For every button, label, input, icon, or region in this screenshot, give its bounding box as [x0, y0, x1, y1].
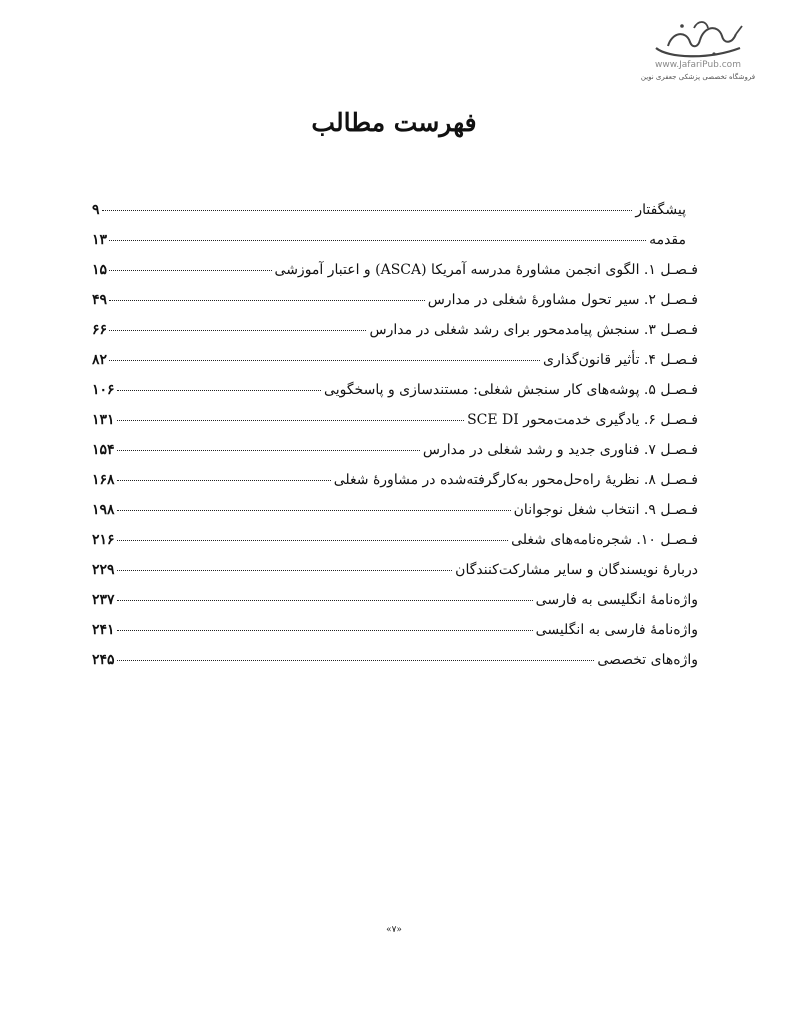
toc-dot-leader — [117, 660, 595, 661]
toc-entry-title: دربارهٔ نویسندگان و سایر مشارکت‌کنندگان — [455, 562, 698, 578]
toc-dot-leader — [117, 600, 533, 601]
toc-row[interactable] — [92, 352, 698, 382]
toc-entry-title: فـصـل ۹. انتخاب شغل نوجوانان — [513, 502, 698, 518]
toc-entry-page: ۲۳۷ — [92, 592, 115, 608]
logo-tagline: فروشگاه تخصصی پزشکی جعفری نوین — [640, 73, 756, 81]
toc-row[interactable] — [92, 592, 698, 622]
toc-entry-page: ۸۲ — [92, 352, 108, 368]
toc-dot-leader — [109, 360, 540, 361]
toc-dot-leader — [109, 240, 646, 241]
toc-entry-page: ۱۵ — [92, 262, 108, 278]
page-number: «۷» — [386, 925, 402, 935]
toc-row[interactable] — [92, 382, 698, 412]
toc-row[interactable] — [92, 472, 698, 502]
toc-entry-title: فـصـل ۱. الگوی انجمن مشاورهٔ مدرسه آمریکا (ASCA) و اعتبار آموزشی — [274, 262, 698, 278]
toc-entry-page: ۲۴۱ — [92, 622, 115, 638]
toc-entry-page: ۲۱۶ — [92, 532, 115, 548]
jafari-pub-calligraphy-icon — [648, 18, 748, 62]
toc-row[interactable] — [92, 202, 698, 232]
toc-row[interactable] — [92, 532, 698, 562]
toc-row[interactable] — [92, 322, 698, 352]
toc-entry-title: فـصـل ۷. فناوری جدید و رشد شغلی در مدارس — [422, 442, 698, 458]
toc-dot-leader — [117, 420, 465, 421]
toc-row[interactable] — [92, 292, 698, 322]
toc-entry-page: ۱۰۶ — [92, 382, 115, 398]
toc-dot-leader — [109, 270, 271, 271]
toc-entry-title: فـصـل ۲. سیر تحول مشاورهٔ شغلی در مدارس — [427, 292, 698, 308]
toc-dot-leader — [117, 570, 453, 571]
toc-dot-leader — [117, 630, 533, 631]
toc-row[interactable] — [92, 562, 698, 592]
toc-entry-title: واژه‌نامهٔ فارسی به انگلیسی — [535, 622, 698, 638]
toc-entry-title: فـصـل ۳. سنجش پیامدمحور برای رشد شغلی در مدارس — [369, 322, 698, 338]
toc-row[interactable] — [92, 412, 698, 442]
toc-entry-title: پیشگفتار — [635, 202, 686, 218]
publisher-logo — [628, 18, 768, 98]
toc-entry-page: ۱۳ — [92, 232, 108, 248]
toc-entry-title: فـصـل ۸. نظریهٔ راه‌حل‌محور به‌کارگرفته‌شده در مشاورهٔ شغلی — [333, 472, 698, 488]
toc-entry-page: ۶۶ — [92, 322, 108, 338]
toc-entry-title: فـصـل ۶. یادگیری خدمت‌محور SCE DI — [467, 412, 698, 428]
toc-row[interactable] — [92, 442, 698, 472]
page-title: فهرست مطالب — [311, 108, 477, 137]
toc-entry-page: ۱۹۸ — [92, 502, 115, 518]
toc-entry-page: ۲۴۵ — [92, 652, 115, 668]
toc-entry-page: ۹ — [92, 202, 100, 218]
toc-dot-leader — [117, 540, 509, 541]
toc-entry-page: ۱۶۸ — [92, 472, 115, 488]
toc-row[interactable] — [92, 262, 698, 292]
toc-entry-title: فـصـل ۱۰. شجره‌نامه‌های شغلی — [511, 532, 698, 548]
toc-dot-leader — [117, 510, 511, 511]
toc-dot-leader — [117, 390, 321, 391]
toc-entry-page: ۱۳۱ — [92, 412, 115, 428]
toc-dot-leader — [117, 480, 331, 481]
toc-row[interactable] — [92, 502, 698, 532]
toc-entry-title: مقدمه — [649, 232, 686, 248]
toc-entry-page: ۴۹ — [92, 292, 108, 308]
toc-row[interactable] — [92, 652, 698, 682]
logo-url: www.JafariPub.com — [655, 60, 741, 70]
table-of-contents — [92, 202, 698, 682]
toc-entry-title: فـصـل ۴. تأثیر قانون‌گذاری — [543, 352, 698, 368]
toc-dot-leader — [102, 210, 633, 211]
toc-row[interactable] — [92, 232, 698, 262]
toc-row[interactable] — [92, 622, 698, 652]
toc-entry-title: واژه‌نامهٔ انگلیسی به فارسی — [535, 592, 698, 608]
toc-dot-leader — [109, 300, 425, 301]
toc-entry-page: ۲۲۹ — [92, 562, 115, 578]
toc-entry-title: واژه‌های تخصصی — [597, 652, 698, 668]
toc-dot-leader — [117, 450, 420, 451]
toc-entry-page: ۱۵۴ — [92, 442, 115, 458]
toc-dot-leader — [109, 330, 366, 331]
toc-entry-title: فـصـل ۵. پوشه‌های کار سنجش شغلی: مستندسازی و پاسخگویی — [324, 382, 698, 398]
